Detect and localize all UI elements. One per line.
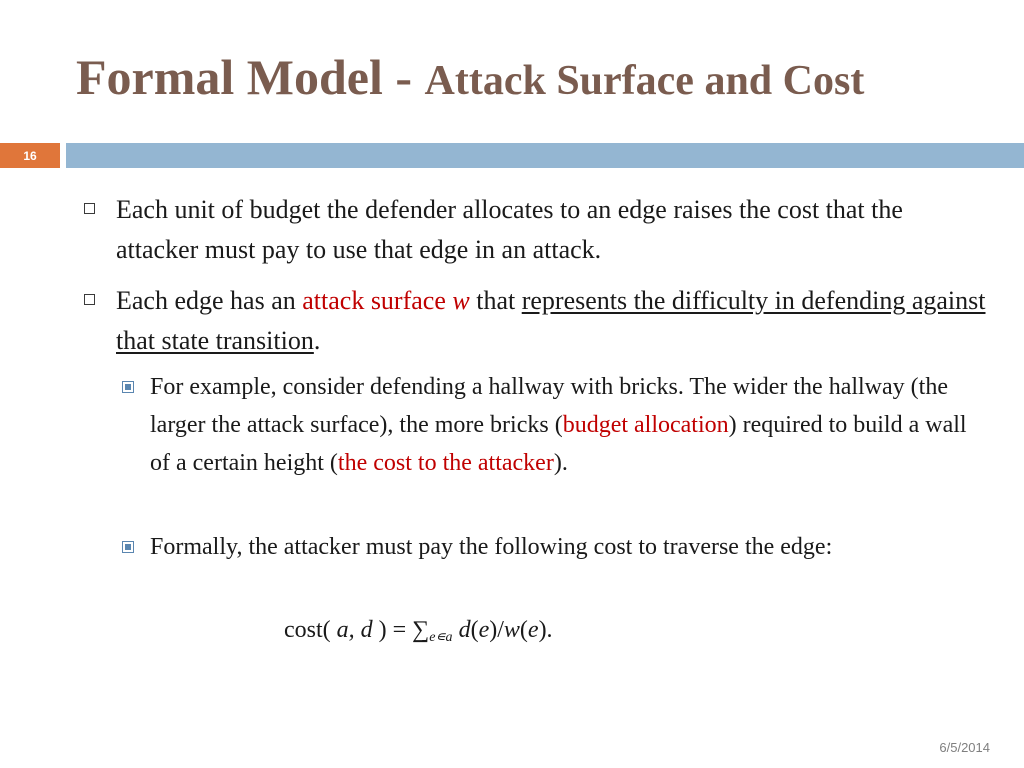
formula-args: a, d <box>336 617 373 643</box>
slide-date: 6/5/2014 <box>939 740 990 755</box>
formula-sum-subscript: e∊a <box>429 630 453 645</box>
sub-bullet-text-a: For example, consider defending a hallway with bricks. The wider the hallway (the larger the attack surface), the more bricks ( <box>150 374 948 438</box>
formula-e: e <box>527 617 539 643</box>
attacker-cost-term: the cost to the attacker <box>337 450 554 476</box>
sub-bullet-text: Formally, the attacker must pay the following cost to traverse the edge: <box>150 534 833 560</box>
bullet-text-mid: that <box>469 286 522 315</box>
hollow-square-bullet-icon <box>84 203 95 214</box>
bullet-text-pre: Each edge has an <box>116 286 303 315</box>
budget-allocation-term: budget allocation <box>562 412 729 438</box>
bullet-attack-surface <box>116 281 986 361</box>
hollow-square-bullet-icon <box>84 294 95 305</box>
title-sub: Attack Surface and Cost <box>424 58 865 104</box>
attack-surface-term: attack surface <box>302 286 453 315</box>
formula-part: ). <box>538 617 553 643</box>
filled-square-bullet-icon <box>122 541 134 553</box>
title-main: Formal Model - <box>76 49 425 105</box>
bullet-text-end: . <box>313 326 321 355</box>
filled-square-bullet-icon <box>122 381 134 393</box>
bullet-text: Each unit of budget the defender allocates to an edge raises the cost that the attacker must pay to use that edge in an attack. <box>116 195 903 264</box>
cost-formula <box>284 611 553 657</box>
sub-bullet-text-c: ). <box>553 450 568 476</box>
formula-part: )/ <box>489 617 504 643</box>
attack-surface-variable: w <box>452 286 470 315</box>
formula-part: ( <box>519 617 528 643</box>
slide-number: 16 <box>0 143 60 168</box>
bullet-budget-raises-cost <box>116 190 986 270</box>
sub-bullet-text-b: ) required to build a wall of a certain height ( <box>150 412 967 476</box>
formula-part: cost( <box>284 617 337 643</box>
formula-part: ( <box>470 617 479 643</box>
underlined-definition: represents the difficulty in defending against that state transition <box>116 286 986 355</box>
formula-w: w <box>503 617 520 643</box>
formula-e: e <box>478 617 490 643</box>
sub-bullet-hallway-example <box>150 368 980 482</box>
formula-sum-symbol: ) = ∑ <box>372 617 430 643</box>
sub-bullet-formal-cost <box>150 528 980 566</box>
formula-d: d <box>458 617 471 643</box>
